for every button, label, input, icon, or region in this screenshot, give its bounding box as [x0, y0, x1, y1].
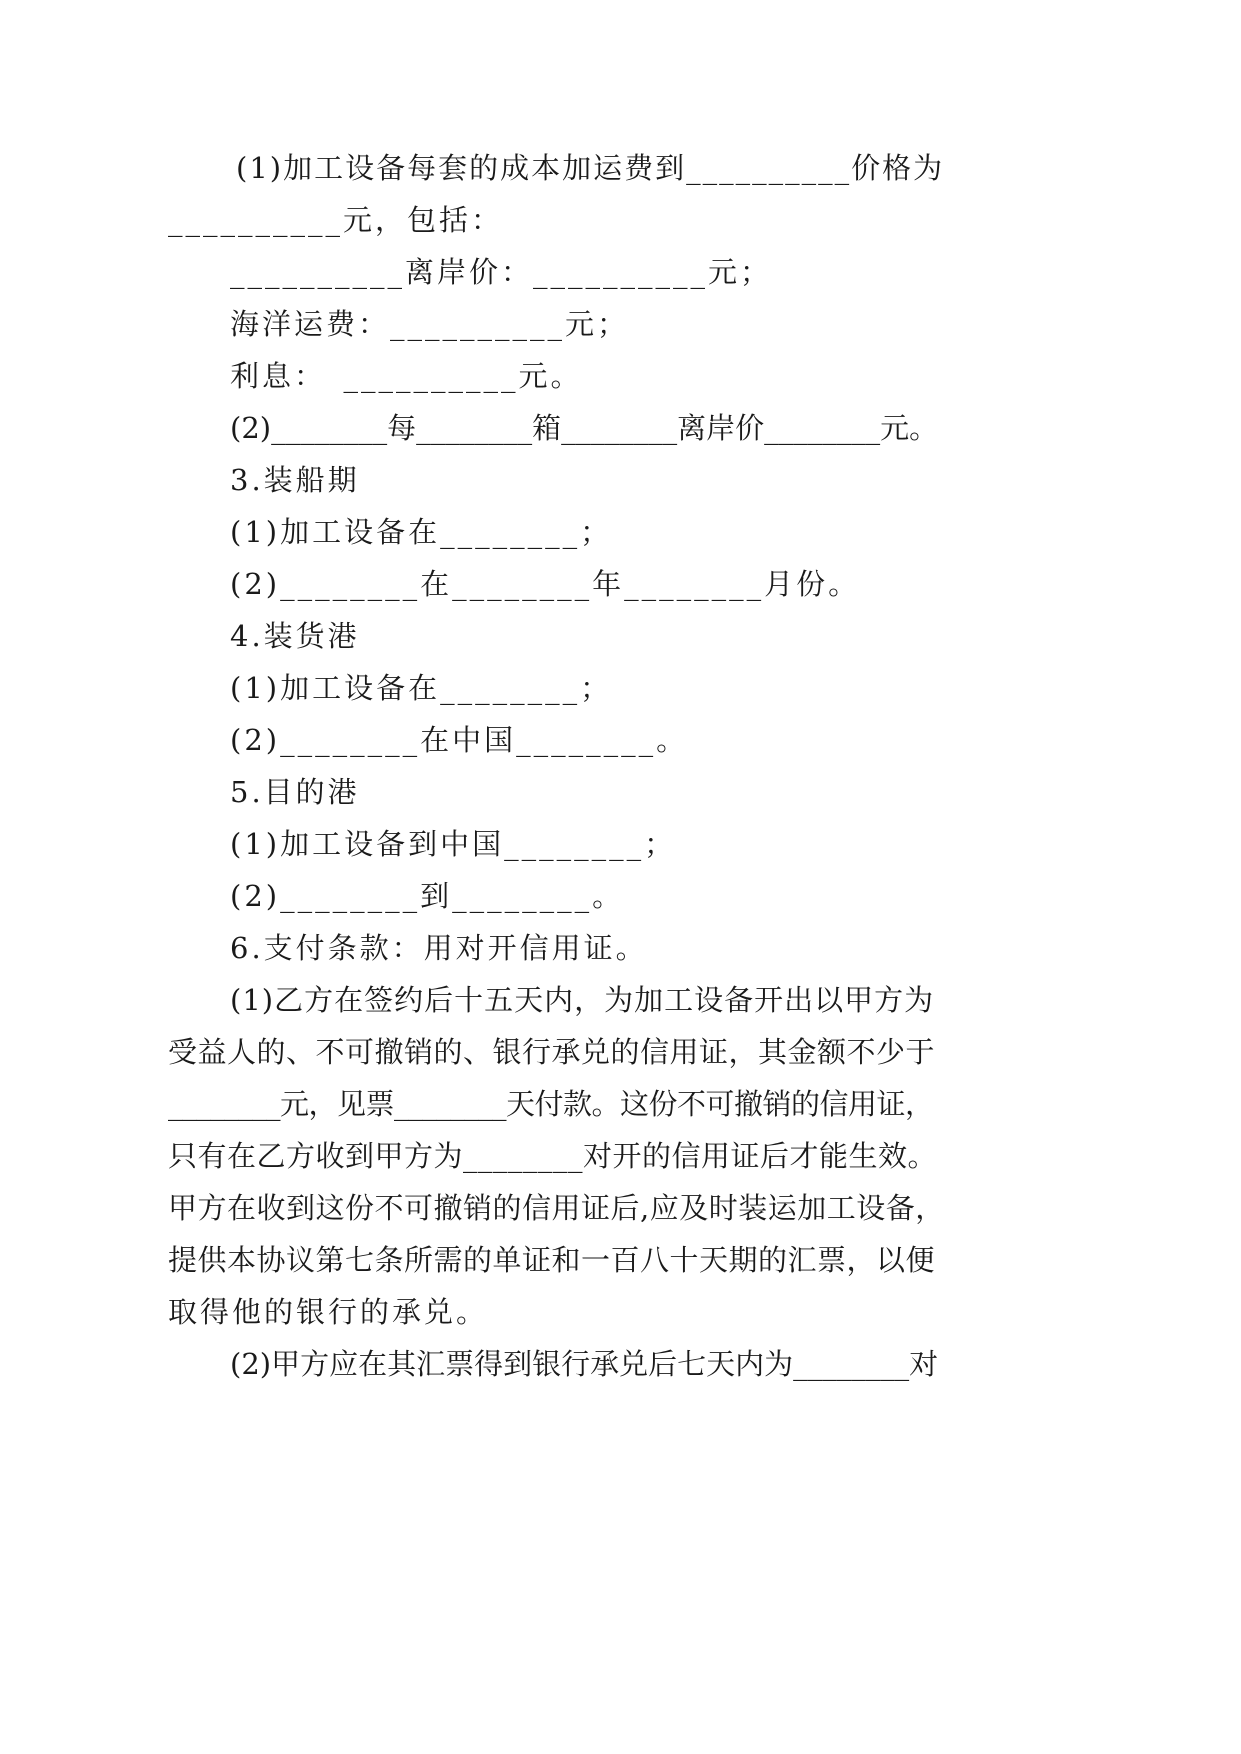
section-heading-shipment-period: 3.装船期: [230, 463, 360, 497]
interest-line: 利息： __________元。: [230, 359, 583, 393]
section-heading-payment-terms: 6.支付条款：用对开信用证。: [230, 931, 648, 965]
payment-paragraph-line-4: 只有在乙方收到甲方为________对开的信用证后才能生效。: [168, 1139, 938, 1173]
ocean-freight-line: 海洋运费：__________元；: [230, 307, 630, 341]
shipment-period-item-1: (1)加工设备在________；: [230, 515, 613, 549]
price-total-line: __________元，包括：: [168, 203, 504, 237]
shipment-period-item-2: (2)________在________年________月份。: [230, 567, 861, 601]
loading-port-item-2: (2)________在中国________。: [230, 723, 689, 757]
section-heading-destination-port: 5.目的港: [230, 775, 360, 809]
section-heading-loading-port: 4.装货港: [230, 619, 360, 653]
fob-price-line: __________离岸价：__________元；: [230, 255, 773, 289]
destination-port-item-1: (1)加工设备到中国________；: [230, 827, 677, 861]
payment-paragraph-line-5: 甲方在收到这份不可撤销的信用证后,应及时装运加工设备，: [168, 1191, 945, 1225]
payment-paragraph-line-6: 提供本协议第七条所需的单证和一百八十天期的汇票，以便: [168, 1243, 936, 1277]
per-box-price-line: (2)________每________箱________离岸价________元。: [230, 411, 939, 445]
destination-port-item-2: (2)________到________。: [230, 879, 625, 913]
price-clause-line: (1)加工设备每套的成本加运费到__________价格为: [236, 151, 945, 185]
payment-paragraph-2-line-1: (2)甲方应在其汇票得到银行承兑后七天内为________对: [230, 1347, 939, 1381]
payment-paragraph-line-7: 取得他的银行的承兑。: [168, 1295, 489, 1329]
payment-paragraph-line-1: (1)乙方在签约后十五天内，为加工设备开出以甲方为: [230, 983, 935, 1017]
loading-port-item-1: (1)加工设备在________；: [230, 671, 613, 705]
payment-paragraph-line-3: ________元，见票________天付款。这份不可撤销的信用证，: [168, 1087, 934, 1121]
payment-paragraph-line-2: 受益人的、不可撤销的、银行承兑的信用证，其金额不少于: [168, 1035, 936, 1069]
